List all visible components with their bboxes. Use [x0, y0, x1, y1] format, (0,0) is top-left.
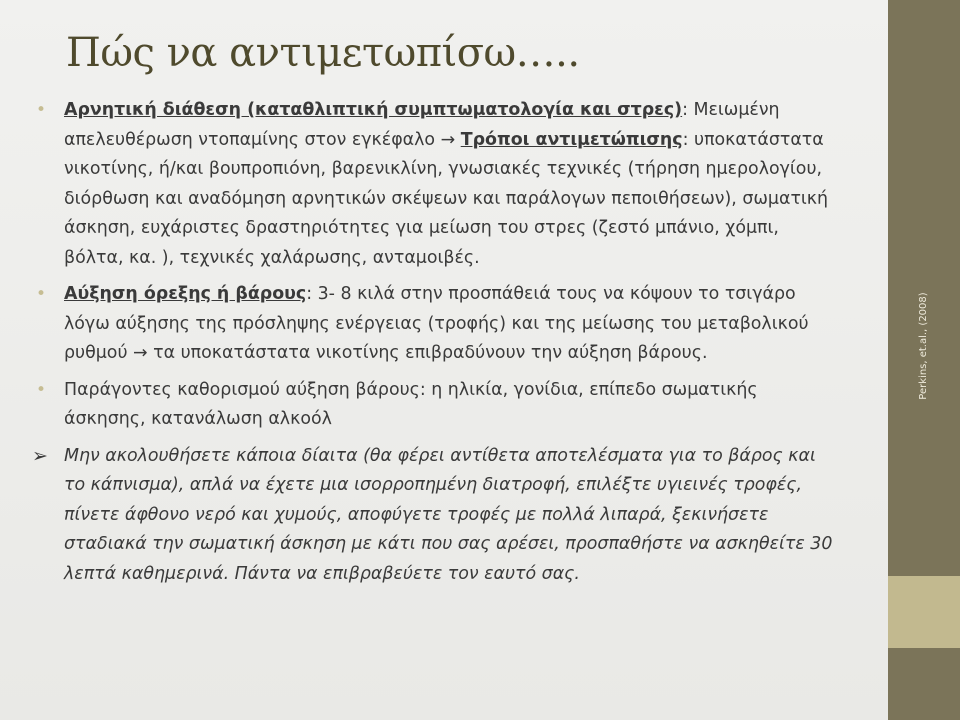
bullet-heading: Αρνητική διάθεση (καταθλιπτική συμπτωματολογία και στρες): [64, 100, 683, 120]
bullet-dot-icon: •: [36, 100, 47, 120]
right-arrow-icon: →: [440, 129, 456, 150]
bullet-item-weight: [36, 280, 836, 369]
right-arrow-icon: →: [133, 343, 148, 363]
bullet-text: Μην ακολουθήσετε κάποια δίαιτα (θα φέρει αντίθετα αποτελέσματα για το βάρος και το κάπνισμα), απλά να έχετε μια ισορροπημένη διατροφή, επιλέξτε υγιεινές τροφές, πίνετε άφθονο νερό και χυμούς, αποφύγετε τροφές με πολλά λιπαρά, ξεκινήσετε σταδιακά την σωματική άσκηση με κάτι που σας αρέσει, προσπαθήστε να ασκηθείτε 30 λεπτά καθημερινά. Πάντα να επιβραβεύετε τον εαυτό σας.: [64, 445, 833, 584]
bullet-text: : υποκατάστατα νικοτίνης, ή/και βουπροπιόνη, βαρενικλίνη, γνωσιακές τεχνικές (τήρηση ημερολογίου, διόρθωση και αναδόμηση αρνητικών σκέψεων και παράλογων πεποιθήσεων), σωματική άσκηση, ευχάριστες δραστηριότητες για μείωση του στρες (ζεστό μπάνιο, χόμπι, βόλτα, κα. ), τεχνικές χαλάρωσης, ανταμοιβές.: [64, 129, 829, 268]
bullet-item-advice: [32, 442, 836, 590]
bullet-dot-icon: •: [36, 284, 47, 304]
bullet-text: Παράγοντες καθορισμού αύξηση βάρους: η ηλικία, γονίδια, επίπεδο σωματικής άσκησης, κατανάλωση αλκοόλ: [64, 379, 758, 429]
sidebar-accent-block: [888, 576, 960, 648]
bullet-heading: Αύξηση όρεξης ή βάρους: [64, 284, 307, 304]
bullet-dot-icon: •: [36, 379, 47, 400]
bullet-item-mood: [36, 96, 836, 273]
slide-title: Πώς να αντιμετωπίσω…..: [66, 30, 580, 76]
bullet-subheading: Τρόποι αντιμετώπισης: [460, 129, 683, 150]
bullet-text: : 3- 8 κιλά στην προσπάθειά τους να κόψουν το τσιγάρο λόγω αύξησης της πρόσληψης ενέργειας (τροφής) και της μείωσης του μεταβολικού ρυθμού: [64, 284, 809, 363]
citation-note: Perkins, et.al., (2008): [918, 292, 929, 400]
bullet-text: τα υποκατάστατα νικοτίνης επιβραδύνουν την αύξηση βάρους.: [147, 343, 708, 363]
bullet-text: : Μειωμένη απελευθέρωση ντοπαμίνης στον εγκέφαλο: [64, 100, 780, 150]
slide-content: [32, 96, 836, 589]
bullet-item-factors: [36, 376, 836, 435]
arrow-bullet-icon: ➢: [32, 444, 48, 467]
